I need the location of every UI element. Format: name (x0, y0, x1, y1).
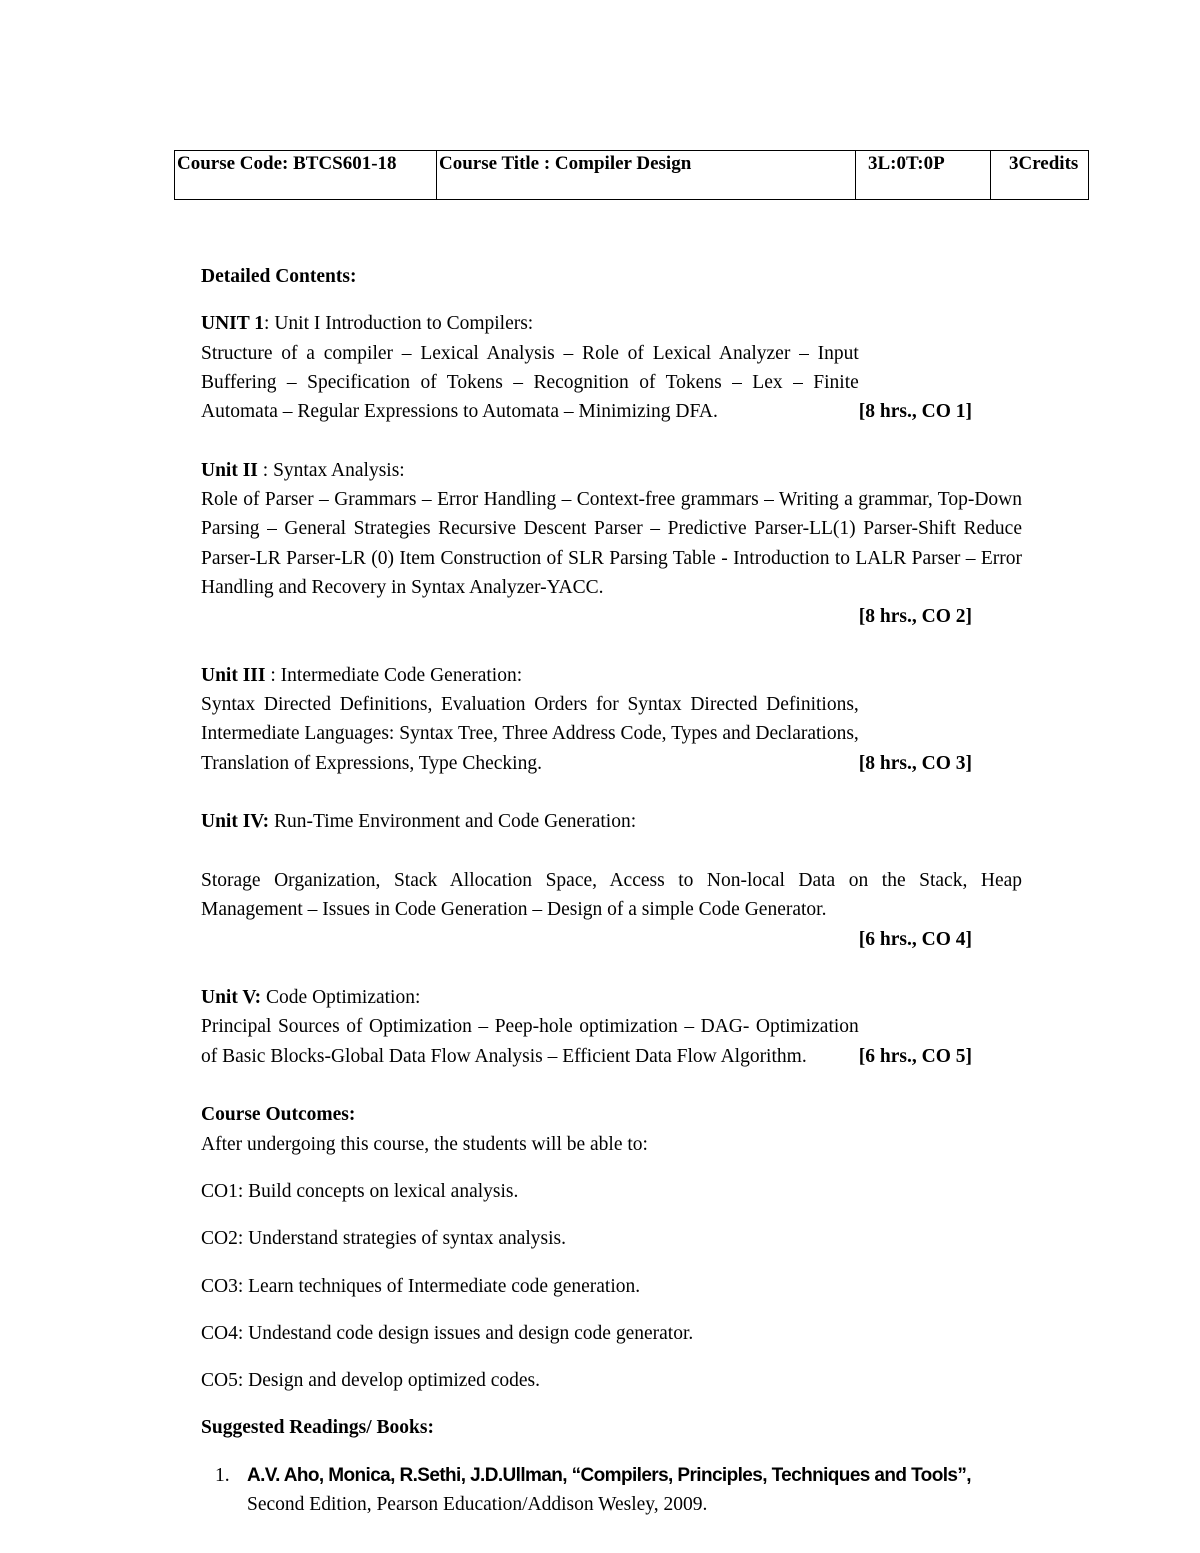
unit-3-body: [8 hrs., CO 3] Syntax Directed Definitions, Evaluation Orders for Syntax Directed Definitions, Intermediate Languages: Syntax Tree, Three Address Code, Types and Declarations, Translation of Expressions, Type Checking. (201, 690, 1022, 778)
unit-4-heading (201, 807, 1022, 836)
unit-3 (201, 661, 1022, 778)
unit-5-label: Unit V: (201, 987, 262, 1009)
suggested-readings (201, 1413, 1022, 1519)
syllabus-content (201, 262, 1022, 1519)
course-outcomes (201, 1100, 1022, 1395)
unit-5-body: [6 hrs., CO 5] Principal Sources of Optimization – Peep-hole optimization – DAG- Optimization of Basic Blocks-Global Data Flow Analysis – Efficient Data Flow Algorithm. (201, 1012, 1022, 1071)
unit-1-heading (201, 309, 1022, 338)
unit-3-label: Unit III (201, 664, 266, 686)
detailed-contents-heading: Detailed Contents: (201, 266, 357, 287)
unit-4-hours: [6 hrs., CO 4] (858, 928, 972, 950)
reading-publisher: Second Edition, Pearson Education/Addison Wesley, 2009. (247, 1493, 708, 1515)
unit-3-heading (201, 661, 1022, 690)
unit-5-heading (201, 983, 1022, 1012)
reading-number: 1. (215, 1464, 230, 1486)
unit-4-title: Run-Time Environment and Code Generation: (269, 811, 637, 833)
course-header-row (175, 151, 1089, 200)
ltp-cell: 3L:0T:0P (856, 151, 991, 200)
reading-item (215, 1461, 1022, 1520)
reading-authors-title: A.V. Aho, Monica, R.Sethi, J.D.Ullman, “Compilers, Principles, Techniques and Tools”, (247, 1464, 971, 1486)
course-code-cell: Course Code: BTCS601-18 (175, 151, 437, 200)
course-title-cell: Course Title : Compiler Design (437, 151, 856, 200)
unit-1-title: : Unit I Introduction to Compilers: (264, 313, 534, 335)
credits-cell: 3Credits (991, 151, 1089, 200)
course-outcomes-heading: Course Outcomes: (201, 1104, 356, 1126)
course-outcome-item: CO3: Learn techniques of Intermediate code generation. (201, 1275, 641, 1297)
unit-1-label: UNIT 1 (201, 313, 265, 335)
unit-2-title: : Syntax Analysis: (257, 459, 405, 481)
unit-3-title: : Intermediate Code Generation: (265, 664, 523, 686)
course-outcome-item: CO5: Design and develop optimized codes. (201, 1370, 541, 1392)
unit-3-hours: [8 hrs., CO 3] (858, 752, 972, 774)
unit-1-hours: [8 hrs., CO 1] (858, 401, 972, 423)
unit-4-label: Unit IV: (201, 811, 270, 833)
course-outcome-item: CO1: Build concepts on lexical analysis. (201, 1180, 519, 1202)
unit-2 (201, 456, 1022, 632)
unit-1 (201, 309, 1022, 426)
suggested-readings-heading: Suggested Readings/ Books: (201, 1417, 434, 1439)
course-header-table (174, 150, 1089, 200)
unit-4-body: Storage Organization, Stack Allocation Space, Access to Non-local Data on the Stack, Heap Management – Issues in Code Generation – Design of a simple Code Generator. (201, 869, 1022, 921)
course-outcomes-intro: After undergoing this course, the students will be able to: (201, 1133, 648, 1155)
course-outcome-item: CO4: Undestand code design issues and design code generator. (201, 1322, 694, 1344)
unit-5-title: Code Optimization: (261, 987, 421, 1009)
unit-5-hours: [6 hrs., CO 5] (858, 1045, 972, 1067)
unit-5 (201, 983, 1022, 1071)
unit-2-label: Unit II (201, 459, 258, 481)
reading-text (247, 1461, 1022, 1520)
unit-2-hours: [8 hrs., CO 2] (858, 606, 972, 628)
unit-2-body: Role of Parser – Grammars – Error Handling – Context-free grammars – Writing a grammar, Top-Down Parsing – General Strategies Recursive Descent Parser – Predictive Parser-LL(1) Parser-Shift Reduce Parser-LR Parser-LR (0) Item Construction of SLR Parsing Table - Introduction to LALR Parser – Error Handling and Recovery in Syntax Analyzer-YACC. (201, 489, 1022, 598)
unit-1-body: [8 hrs., CO 1] Structure of a compiler – Lexical Analysis – Role of Lexical Analyzer – Input Buffering – Specification of Tokens – Recognition of Tokens – Lex – Finite Automata – Regular Expressions to Automata – Minimizing DFA. (201, 339, 1022, 427)
unit-2-heading (201, 456, 1022, 485)
course-outcome-item: CO2: Understand strategies of syntax analysis. (201, 1228, 567, 1250)
unit-4 (201, 807, 1022, 953)
